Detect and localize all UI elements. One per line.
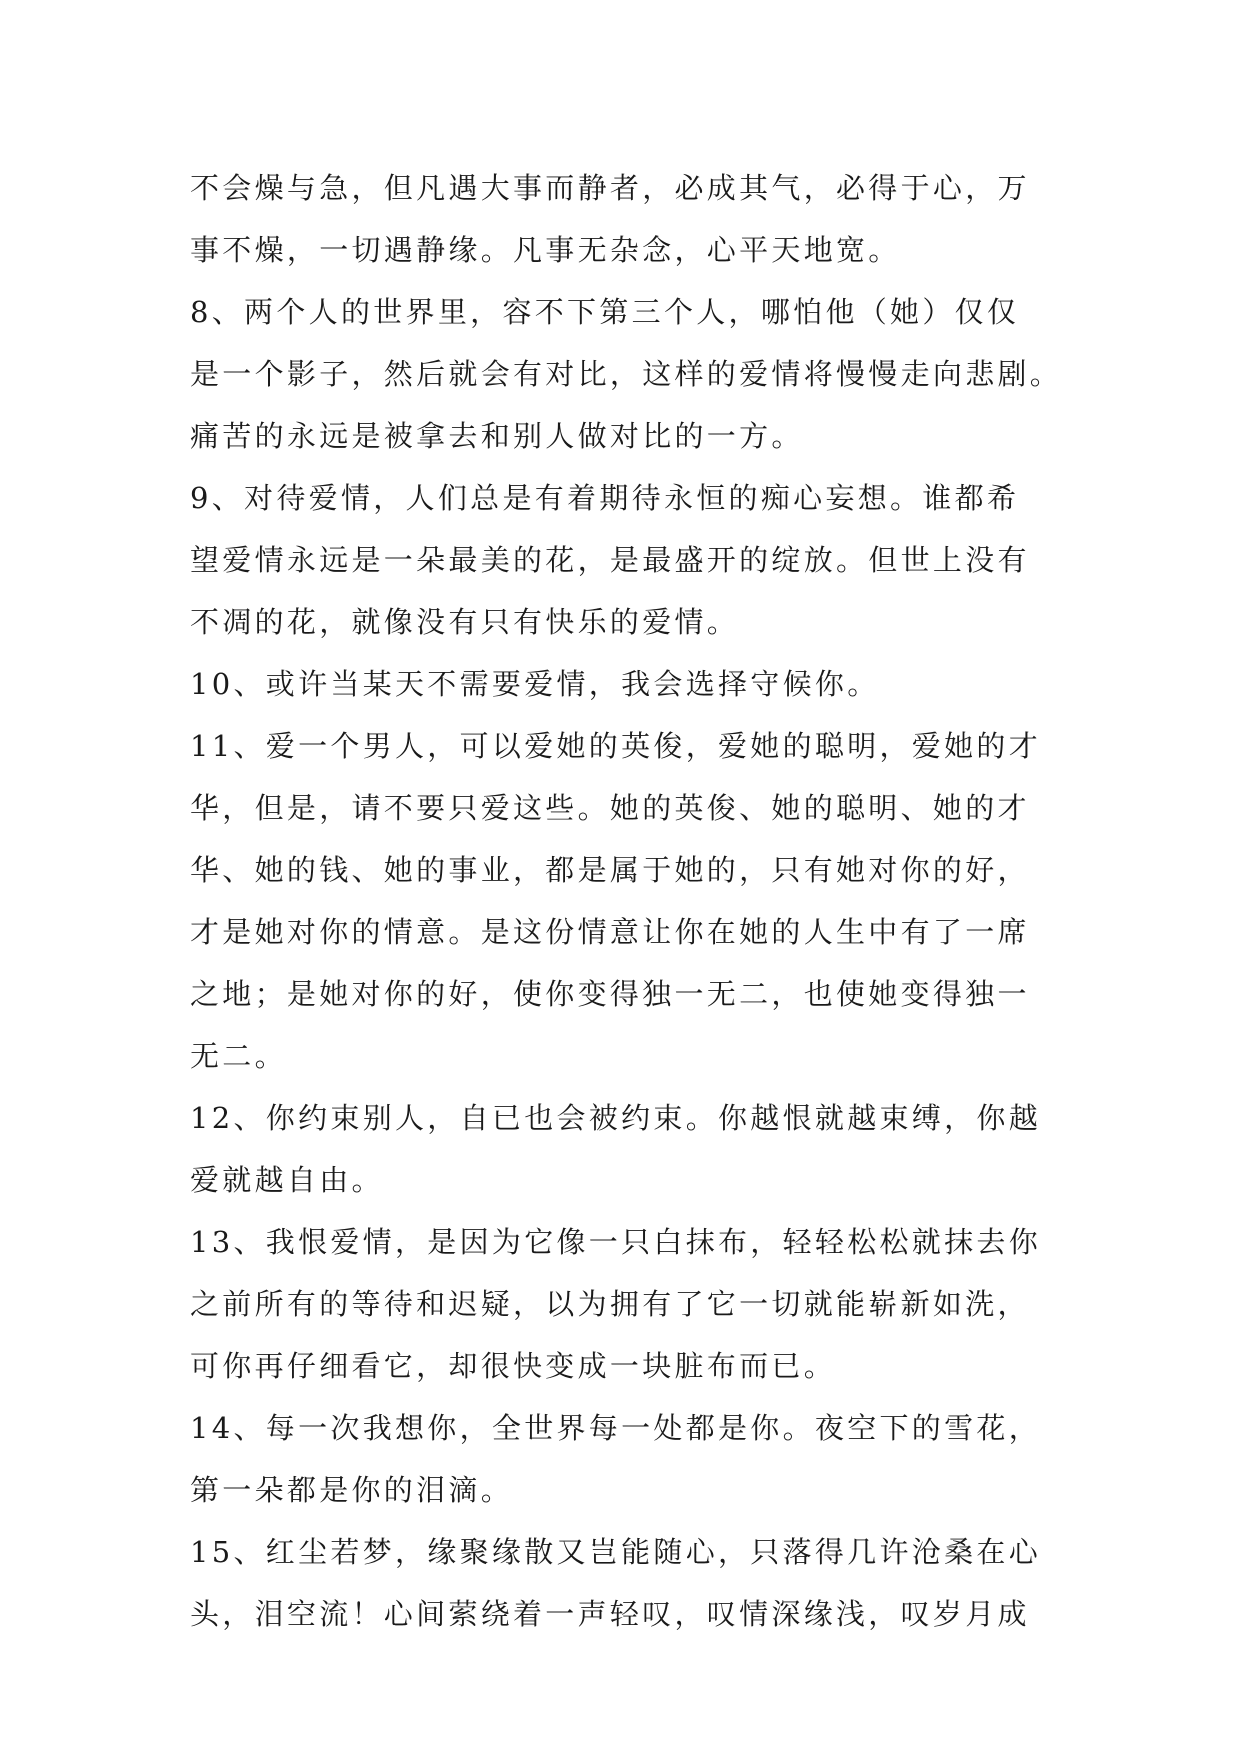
text-line: 不会燥与急，但凡遇大事而静者，必成其气，必得于心，万 [190,171,1030,205]
text-line: 爱就越自由。 [190,1163,384,1197]
text-line: 之前所有的等待和迟疑，以为拥有了它一切就能崭新如洗， [190,1287,1030,1321]
text-line: 第一朵都是你的泪滴。 [190,1473,514,1507]
text-line: 无二。 [190,1039,287,1073]
text-line: 11、爱一个男人，可以爱她的英俊，爱她的聪明，爱她的才 [190,729,1042,763]
text-line: 之地；是她对你的好，使你变得独一无二，也使她变得独一 [190,977,1030,1011]
text-line: 事不燥，一切遇静缘。凡事无杂念，心平天地宽。 [190,233,901,267]
text-line: 9、对待爱情，人们总是有着期待永恒的痴心妄想。谁都希 [190,481,1020,515]
text-line: 14、每一次我想你，全世界每一处都是你。夜空下的雪花， [190,1411,1042,1445]
text-line: 华，但是，请不要只爱这些。她的英俊、她的聪明、她的才 [190,791,1030,825]
text-line: 痛苦的永远是被拿去和别人做对比的一方。 [190,419,804,453]
text-line: 头，泪空流！心间萦绕着一声轻叹，叹情深缘浅，叹岁月成 [190,1597,1030,1631]
text-line: 是一个影子，然后就会有对比，这样的爱情将慢慢走向悲剧。 [190,357,1063,391]
document-body [190,157,1070,1645]
text-line: 可你再仔细看它，却很快变成一块脏布而已。 [190,1349,837,1383]
text-line: 才是她对你的情意。是这份情意让你在她的人生中有了一席 [190,915,1030,949]
text-line: 15、红尘若梦，缘聚缘散又岂能随心，只落得几许沧桑在心 [190,1535,1042,1569]
text-line: 10、或许当某天不需要爱情，我会选择守候你。 [190,667,880,701]
text-line: 华、她的钱、她的事业，都是属于她的，只有她对你的好， [190,853,1030,887]
text-line: 不凋的花，就像没有只有快乐的爱情。 [190,605,740,639]
text-line: 13、我恨爱情，是因为它像一只白抹布，轻轻松松就抹去你 [190,1225,1042,1259]
text-line: 12、你约束别人，自已也会被约束。你越恨就越束缚，你越 [190,1101,1042,1135]
text-line: 望爱情永远是一朵最美的花，是最盛开的绽放。但世上没有 [190,543,1030,577]
text-line: 8、两个人的世界里，容不下第三个人，哪怕他（她）仅仅 [190,295,1020,329]
